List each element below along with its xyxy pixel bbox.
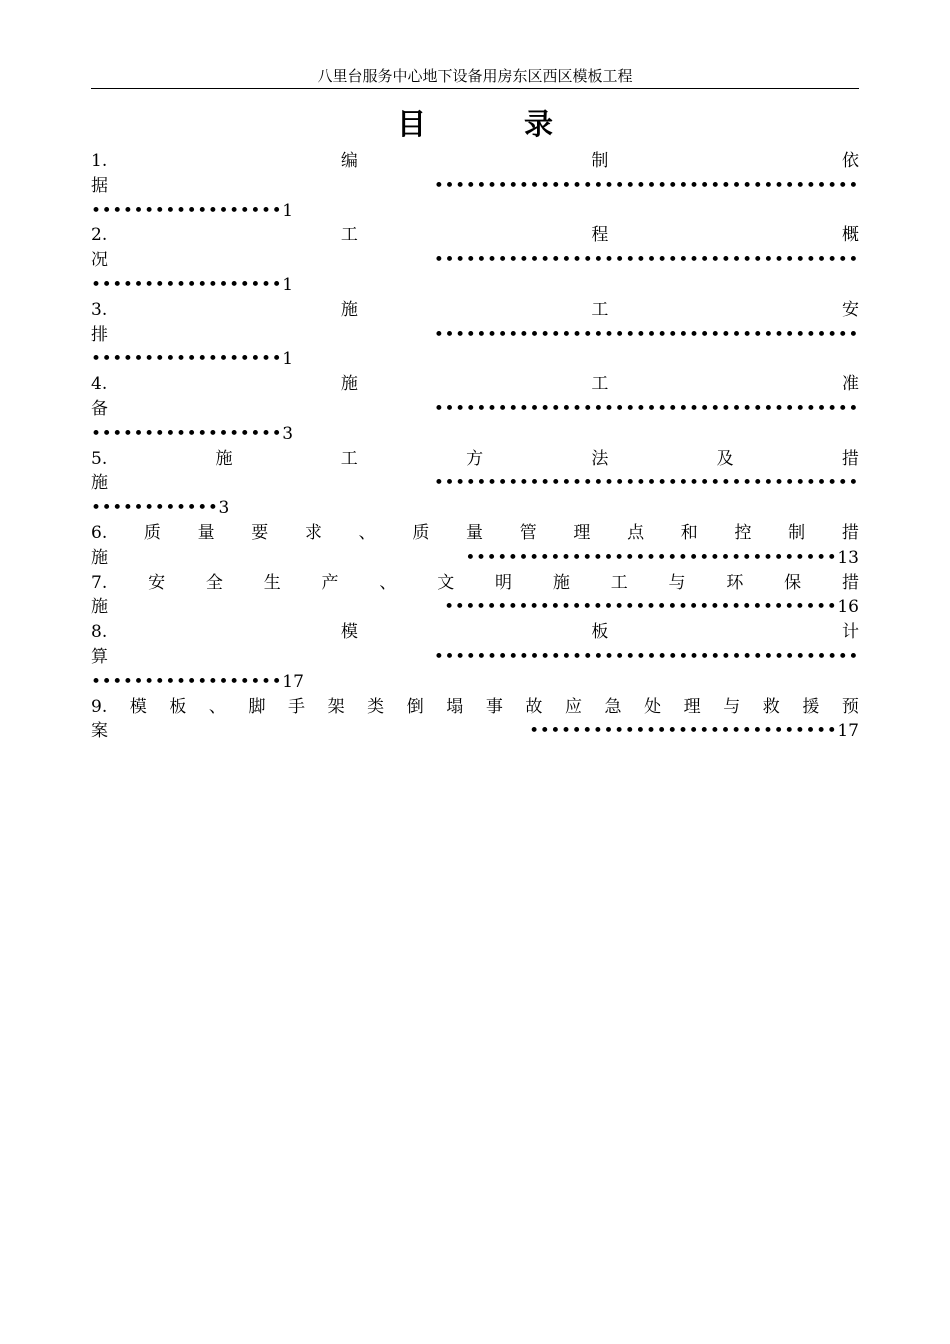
toc-entry-1-title-end: 据 — [91, 175, 108, 196]
toc-entry-9-char: 9. — [91, 696, 108, 717]
toc-entry-9-char: 模 — [129, 696, 147, 717]
toc-entry-2-leader-continuation[interactable] — [91, 273, 859, 298]
toc-entry-7-char: 产 — [321, 572, 339, 593]
toc-entry-9-char: 救 — [762, 696, 780, 717]
toc-entry-7-leader-line[interactable] — [91, 595, 859, 620]
toc-entry-6-title-end: 施 — [91, 547, 108, 568]
toc-entry-3-title-line[interactable] — [91, 298, 859, 323]
toc-entry-1-title-line[interactable] — [91, 149, 859, 174]
toc-entry-4-leader-line[interactable] — [91, 397, 859, 422]
toc-entry-9-char: 援 — [802, 696, 820, 717]
toc-entry-2-title-line[interactable] — [91, 223, 859, 248]
toc-entry-9-char: 板 — [169, 696, 187, 717]
toc-entry-6-char: 要 — [251, 522, 269, 543]
toc-entry-6-char: 量 — [466, 522, 484, 543]
toc-entry-9-char: 塌 — [446, 696, 464, 717]
toc-entry-2-char: 工 — [340, 225, 358, 246]
toc-entry-9-dot-leader — [108, 719, 859, 744]
toc-entry-2-page-number: 1 — [282, 274, 294, 295]
toc-entry-6-char: 制 — [788, 522, 806, 543]
toc-entry-6-char: 理 — [573, 522, 591, 543]
toc-entry-4-leader-continuation[interactable] — [91, 422, 859, 447]
toc-entry-7-char: 7. — [91, 572, 108, 593]
toc-entry-6-char: 和 — [680, 522, 698, 543]
toc-entry-2-char: 2. — [91, 225, 108, 246]
toc-entry-4-dot-leader — [108, 397, 859, 422]
table-of-contents — [91, 149, 859, 744]
dot-leader: •••••••••••••••••• — [91, 349, 283, 370]
toc-entry-7-dot-leader — [108, 595, 859, 620]
toc-entry-5-leader-line[interactable] — [91, 471, 859, 496]
toc-entry-2-char: 程 — [591, 225, 609, 246]
toc-entry-9-title-line[interactable] — [91, 695, 859, 720]
toc-entry-9-page-number: 17 — [837, 721, 859, 742]
toc-entry-8-char: 板 — [591, 622, 609, 643]
toc-entry-2-char: 概 — [841, 225, 859, 246]
dot-leader: •••••••••••••••••••••••••••••••••••••••• — [433, 175, 859, 196]
toc-entry-7-char: 环 — [726, 572, 744, 593]
toc-entry-7-char: 保 — [784, 572, 802, 593]
toc-entry-5-char: 工 — [340, 448, 358, 469]
toc-entry-8-page-number: 17 — [282, 671, 304, 692]
toc-entry-8-char: 计 — [841, 622, 859, 643]
toc-entry-9-char: 急 — [604, 696, 622, 717]
dot-leader: •••••••••••••••••••••••••••••••••••••••• — [433, 250, 859, 271]
toc-entry-7-char: 措 — [842, 572, 859, 593]
toc-entry-4-char: 施 — [340, 374, 358, 395]
toc-entry-7-page-number: 16 — [837, 597, 859, 618]
toc-entry-6-char: 、 — [358, 522, 376, 543]
toc-entry-3-char: 施 — [340, 299, 358, 320]
toc-entry-3-leader-continuation[interactable] — [91, 347, 859, 372]
toc-entry-6-char: 求 — [304, 522, 322, 543]
toc-entry-5-dot-leader — [108, 471, 859, 496]
toc-entry-9-char: 应 — [564, 696, 582, 717]
dot-leader: •••••••••••••••••••••••••••••••••••••••• — [433, 473, 859, 494]
toc-entry-7-char: 明 — [495, 572, 513, 593]
toc-entry-5-title-line[interactable] — [91, 447, 859, 472]
toc-entry-6-dot-leader — [108, 546, 859, 571]
toc-entry-9-char: 理 — [683, 696, 701, 717]
toc-entry-9-char: 倒 — [406, 696, 424, 717]
toc-entry-6-char: 措 — [841, 522, 859, 543]
toc-entry-3-char: 安 — [841, 299, 859, 320]
dot-leader: •••••••••••••••••• — [91, 200, 283, 221]
toc-entry-6-char: 质 — [143, 522, 161, 543]
toc-entry-6-char: 管 — [519, 522, 537, 543]
toc-entry-6-leader-line[interactable] — [91, 546, 859, 571]
toc-entry-1-char: 编 — [340, 151, 358, 171]
dot-leader: ••••••••••••••••••••••••••••• — [529, 721, 838, 742]
toc-entry-9-char: 脚 — [248, 696, 266, 717]
toc-title: 目 录 — [396, 107, 598, 141]
toc-entry-5-char: 法 — [591, 448, 609, 469]
dot-leader: ••••••••••••••••••••••••••••••••••••• — [444, 597, 838, 618]
toc-entry-5-char: 施 — [215, 448, 233, 469]
toc-entry-1-leader-continuation[interactable] — [91, 199, 859, 224]
toc-entry-8-title-line[interactable] — [91, 620, 859, 645]
toc-entry-9-char: 与 — [723, 696, 741, 717]
toc-entry-6-char: 量 — [197, 522, 215, 543]
toc-entry-5-leader-continuation[interactable] — [91, 496, 859, 521]
toc-entry-7-title-line[interactable] — [91, 571, 859, 596]
toc-entry-4-char: 4. — [91, 374, 108, 395]
toc-entry-1-leader-line[interactable] — [91, 174, 859, 199]
toc-entry-1-dot-leader — [108, 174, 859, 199]
toc-entry-6-char: 控 — [734, 522, 752, 543]
toc-entry-1-char: 制 — [591, 151, 609, 171]
toc-entry-9-char: 事 — [485, 696, 503, 717]
toc-entry-9-char: 类 — [367, 696, 385, 717]
toc-entry-5-title-end: 施 — [91, 473, 108, 494]
toc-entry-7-char: 工 — [610, 572, 628, 593]
toc-entry-4-page-number: 3 — [282, 423, 294, 444]
toc-entry-8-title-end: 算 — [91, 646, 108, 667]
toc-entry-8-leader-continuation[interactable] — [91, 670, 859, 695]
toc-entry-7-char: 生 — [263, 572, 281, 593]
toc-entry-5-char: 方 — [466, 448, 484, 469]
toc-entry-1-char: 1. — [91, 151, 108, 171]
toc-entry-8-char: 模 — [340, 622, 358, 643]
toc-entry-3-leader-line[interactable] — [91, 323, 859, 348]
toc-entry-7-char: 文 — [437, 572, 455, 593]
page-header: 八里台服务中心地下设备用房东区西区模板工程 — [91, 64, 859, 89]
toc-entry-2-leader-line[interactable] — [91, 248, 859, 273]
toc-entry-7-char: 施 — [552, 572, 570, 593]
toc-entry-9-char: 处 — [644, 696, 662, 717]
toc-entry-7-char: 全 — [205, 572, 223, 593]
toc-entry-2-dot-leader — [108, 248, 859, 273]
dot-leader: •••••••••••••••••••••••••••••••••••••••• — [433, 398, 859, 419]
toc-entry-6-char: 质 — [412, 522, 430, 543]
toc-entry-4-char: 工 — [591, 374, 609, 395]
toc-entry-4-title-line[interactable] — [91, 372, 859, 397]
toc-entry-4-char: 准 — [841, 374, 859, 395]
toc-entry-9-title-end: 案 — [91, 721, 108, 742]
dot-leader: •••••••••••• — [91, 498, 219, 519]
toc-entry-5-char: 5. — [91, 448, 108, 469]
toc-entry-9-char: 架 — [327, 696, 345, 717]
toc-entry-8-dot-leader — [108, 645, 859, 670]
toc-entry-8-char: 8. — [91, 622, 108, 643]
toc-entry-9-char: 预 — [841, 696, 859, 717]
toc-entry-8-leader-line[interactable] — [91, 645, 859, 670]
toc-entry-7-char: 与 — [668, 572, 686, 593]
toc-entry-3-char: 3. — [91, 299, 108, 320]
toc-entry-6-char: 6. — [91, 522, 108, 543]
toc-entry-5-page-number: 3 — [218, 498, 230, 519]
toc-entry-1-page-number: 1 — [282, 200, 294, 221]
toc-entry-5-char: 措 — [841, 448, 859, 469]
toc-entry-6-page-number: 13 — [837, 547, 859, 568]
toc-entry-9-char: 手 — [288, 696, 306, 717]
dot-leader: •••••••••••••••••••••••••••••••••••••••• — [433, 324, 859, 345]
toc-entry-7-char: 安 — [148, 572, 166, 593]
toc-entry-2-title-end: 况 — [91, 250, 108, 271]
toc-entry-4-title-end: 备 — [91, 398, 108, 419]
toc-entry-5-char: 及 — [716, 448, 734, 469]
toc-entry-6-title-line[interactable] — [91, 521, 859, 546]
toc-entry-3-dot-leader — [108, 323, 859, 348]
toc-entry-6-char: 点 — [627, 522, 645, 543]
toc-entry-3-title-end: 排 — [91, 324, 108, 345]
toc-entry-1-char: 依 — [841, 151, 859, 171]
toc-entry-3-char: 工 — [591, 299, 609, 320]
dot-leader: •••••••••••••••••• — [91, 274, 283, 295]
toc-entry-7-title-end: 施 — [91, 597, 108, 618]
dot-leader: •••••••••••••••••• — [91, 423, 283, 444]
toc-entry-7-char: 、 — [379, 572, 397, 593]
toc-entry-9-char: 、 — [208, 696, 226, 717]
dot-leader: •••••••••••••••••• — [91, 671, 283, 692]
toc-entry-9-char: 故 — [525, 696, 543, 717]
toc-entry-9-leader-line[interactable] — [91, 719, 859, 744]
toc-entry-3-page-number: 1 — [282, 349, 294, 370]
dot-leader: •••••••••••••••••••••••••••••••••••••••• — [433, 646, 859, 667]
dot-leader: ••••••••••••••••••••••••••••••••••• — [465, 547, 838, 568]
